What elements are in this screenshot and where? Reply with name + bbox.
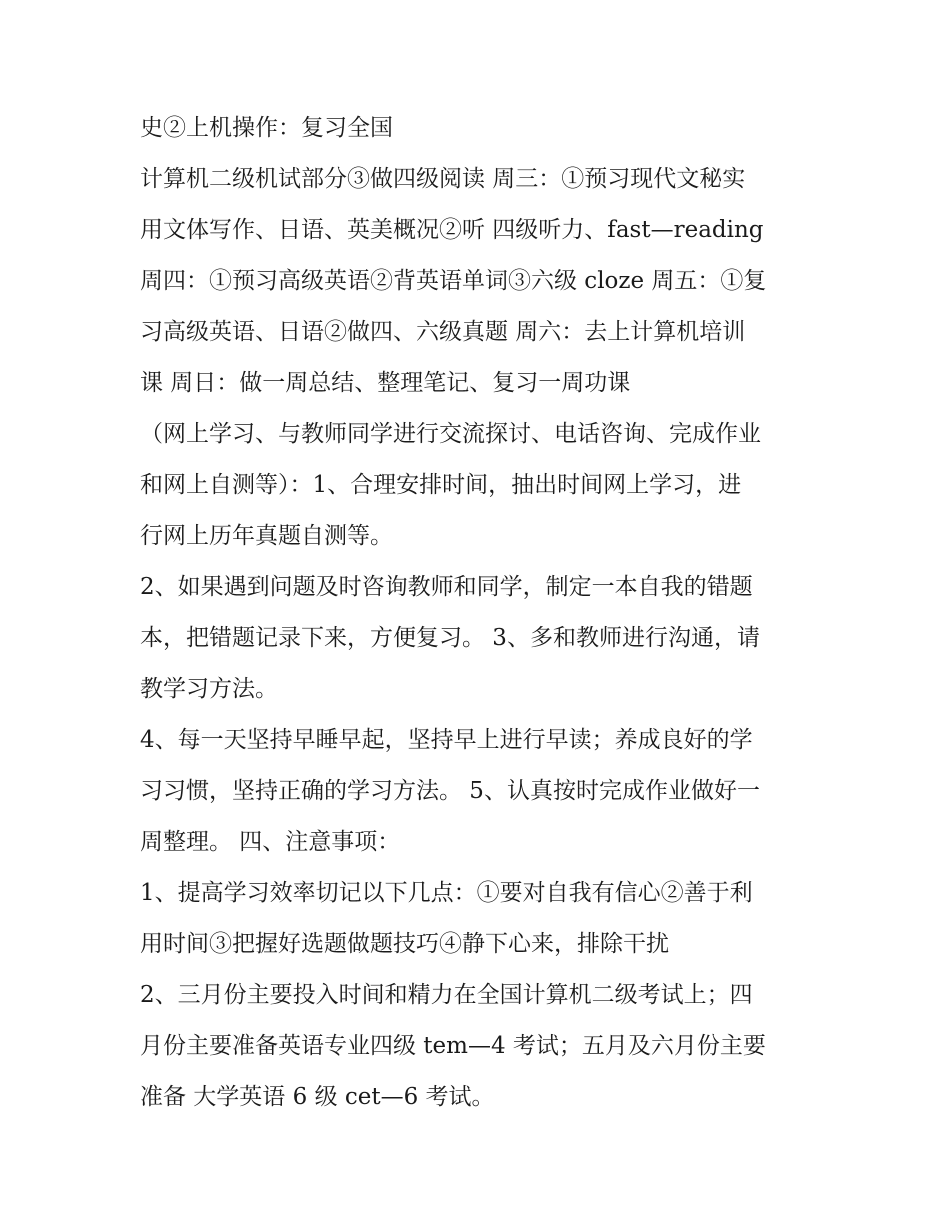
text-line: 习习惯，坚持正确的学习方法。 5、认真按时完成作业做好一 (140, 778, 760, 804)
text-line: 周四：①预习高级英语②背英语单词③六级 cloze 周五：①复 (140, 268, 767, 294)
text-line: 周整理。 四、注意事项： (140, 829, 401, 855)
text-line: 计算机二级机试部分③做四级阅读 周三：①预习现代文秘实 (140, 166, 746, 192)
text-line: 月份主要准备英语专业四级 tem—4 考试；五月及六月份主要 (140, 1033, 766, 1059)
text-line: 4、每一天坚持早睡早起，坚持早上进行早读；养成良好的学 (140, 727, 753, 753)
text-line: 教学习方法。 (140, 676, 278, 702)
text-line: 1、提高学习效率切记以下几点：①要对自我有信心②善于利 (140, 880, 753, 906)
text-line: （网上学习、与教师同学进行交流探讨、电话咨询、完成作业 (140, 421, 761, 447)
text-line: 用文体写作、日语、英美概况②听 四级听力、fast—reading (140, 217, 764, 243)
text-line: 和网上自测等）：1、合理安排时间，抽出时间网上学习，进 (140, 472, 742, 498)
text-line: 课 周日：做一周总结、整理笔记、复习一周功课 (140, 370, 631, 396)
text-line: 2、如果遇到问题及时咨询教师和同学，制定一本自我的错题 (140, 574, 753, 600)
text-line: 2、三月份主要投入时间和精力在全国计算机二级考试上；四 (140, 982, 753, 1008)
text-line: 行网上历年真题自测等。 (140, 523, 393, 549)
text-line: 本，把错题记录下来，方便复习。 3、多和教师进行沟通，请 (140, 625, 760, 651)
text-line: 史②上机操作：复习全国 (140, 115, 393, 141)
text-line: 习高级英语、日语②做四、六级真题 周六：去上计算机培训 (140, 319, 746, 345)
text-line: 用时间③把握好选题做题技巧④静下心来，排除干扰 (140, 931, 669, 957)
text-line: 准备 大学英语 6 级 cet—6 考试。 (140, 1084, 495, 1110)
